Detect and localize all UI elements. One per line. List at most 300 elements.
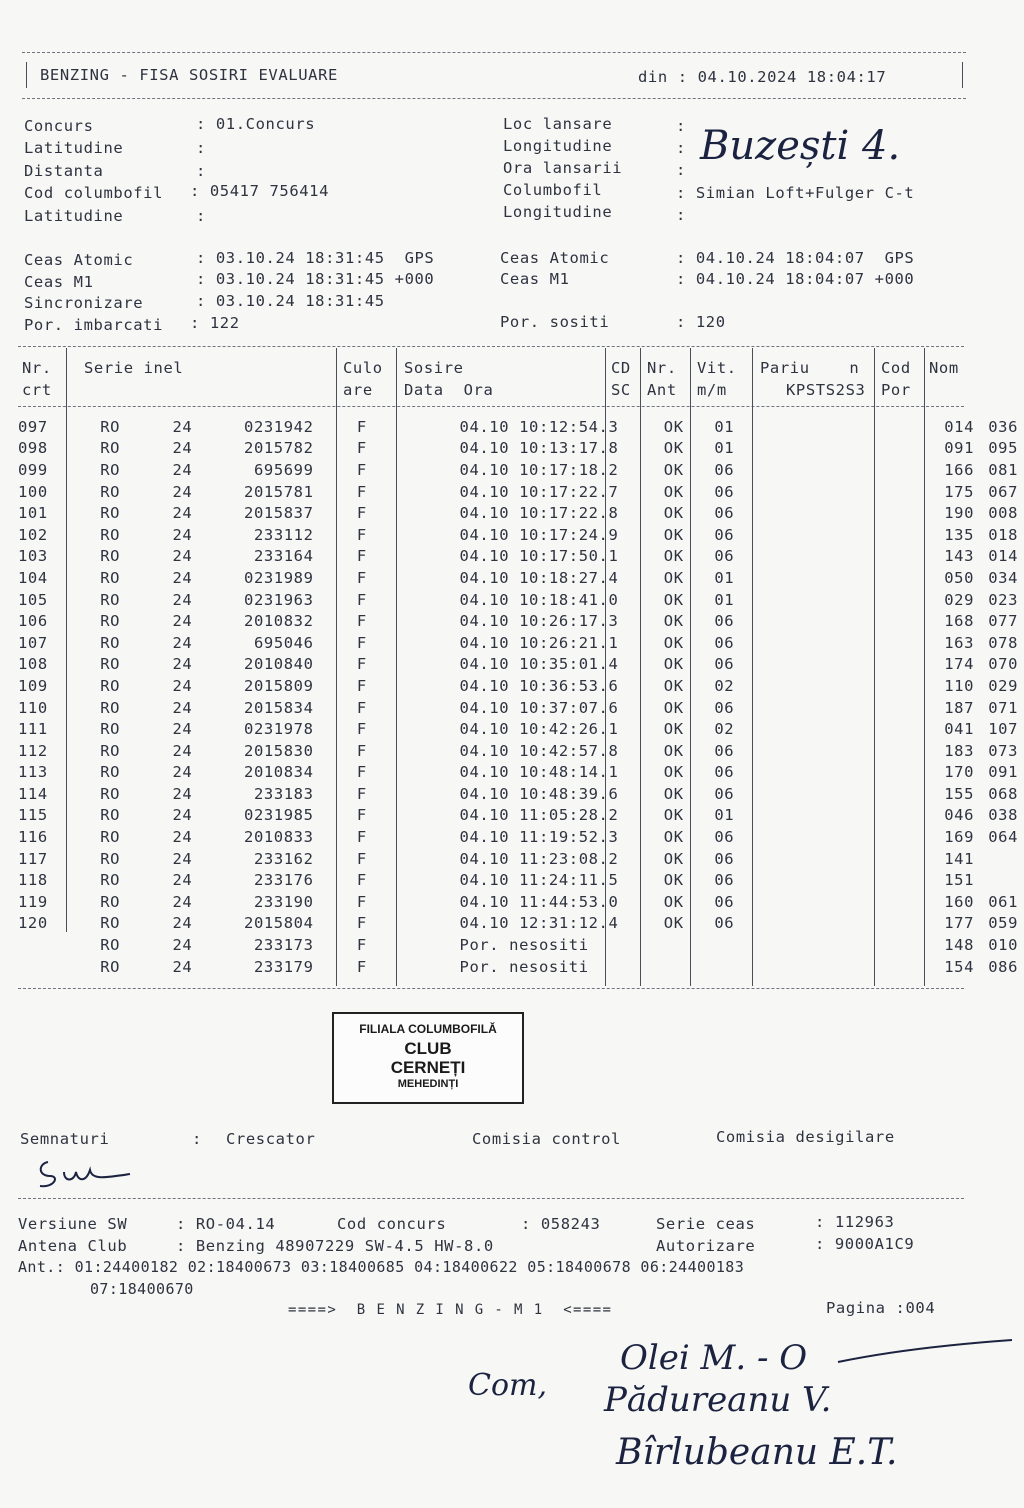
table-row xyxy=(18,459,1024,481)
cell-vit xyxy=(749,416,810,438)
cell-cod: 091 xyxy=(944,439,975,458)
cell-nr xyxy=(18,934,68,956)
cell-nom: 010 xyxy=(988,936,1018,955)
cell-country: RO xyxy=(100,525,121,544)
cell-cod: 110 xyxy=(944,676,975,695)
signature-crescator: Crescator xyxy=(226,1130,316,1148)
cell-nr: 104 xyxy=(18,568,48,587)
handwritten-note: Com, xyxy=(468,1368,547,1403)
signature-comisia-control: Comisia control xyxy=(472,1130,621,1148)
cell-cd: OK xyxy=(663,460,684,479)
col-header-culoare: Culo xyxy=(343,359,383,377)
cell-nom: 078 xyxy=(988,633,1018,652)
cell-nr: 116 xyxy=(18,828,48,847)
col-header-pariu: Pariu n xyxy=(760,359,860,377)
cell-cd: OK xyxy=(663,914,684,933)
cell-ant: 06 xyxy=(714,849,735,868)
cell-nr: 100 xyxy=(18,482,48,501)
cell-nom: 038 xyxy=(988,806,1018,825)
cell-cod: 135 xyxy=(944,525,975,544)
cell-nom: 107 xyxy=(988,720,1018,739)
footer-value: : 9000A1C9 xyxy=(815,1235,915,1253)
antenna-list: 07:18400670 xyxy=(90,1280,194,1298)
cell-nr: 111 xyxy=(18,720,48,739)
table-row xyxy=(18,913,1024,935)
cell-cod: 170 xyxy=(944,763,975,782)
cell-sex: F xyxy=(356,482,367,501)
cell-country: RO xyxy=(100,482,121,501)
cell-sex: F xyxy=(356,590,367,609)
cell-culoare xyxy=(367,805,454,827)
cell-ant: 06 xyxy=(714,612,735,631)
handwritten-note: Olei M. - O xyxy=(620,1338,808,1378)
cell-vit xyxy=(749,740,810,762)
cell-sex: F xyxy=(356,439,367,458)
cell-year: 24 xyxy=(172,741,193,760)
cell-vit xyxy=(749,697,810,719)
cell-sosire: 04.10 10:17:24.9 xyxy=(459,525,619,544)
cell-ring: 2010840 xyxy=(244,655,314,674)
cell-year: 24 xyxy=(172,892,193,911)
cell-culoare xyxy=(367,718,454,740)
cell-cod: 169 xyxy=(944,828,975,847)
cell-country: RO xyxy=(100,936,121,955)
cell-cd: OK xyxy=(663,720,684,739)
cell-pariu xyxy=(810,762,930,784)
info-label: Latitudine xyxy=(24,207,124,225)
cell-vit xyxy=(749,459,810,481)
cell-ant: 01 xyxy=(714,568,735,587)
cell-ant: 06 xyxy=(714,482,735,501)
col-header-cod: Por xyxy=(881,381,911,399)
cell-sosire: Por. nesositi xyxy=(459,957,589,976)
info-label: Ora lansarii xyxy=(503,159,623,177)
cell-nr: 098 xyxy=(18,439,48,458)
cell-nom: 064 xyxy=(988,828,1018,847)
cell-country: RO xyxy=(100,676,121,695)
cell-pariu xyxy=(810,783,930,805)
cell-sosire: 04.10 10:48:14.1 xyxy=(459,763,619,782)
cell-vit xyxy=(749,438,810,460)
cell-year: 24 xyxy=(172,547,193,566)
cell-ring: 233183 xyxy=(253,784,314,803)
cell-cod: 160 xyxy=(944,892,975,911)
cell-country: RO xyxy=(100,914,121,933)
cell-cod: 041 xyxy=(944,720,975,739)
cell-cd: OK xyxy=(663,482,684,501)
stamp-line: CLUB xyxy=(404,1039,452,1058)
arrivals-table xyxy=(18,416,1024,977)
cell-nom xyxy=(980,848,1024,870)
clock-value: : 03.10.24 18:31:45 GPS xyxy=(196,249,435,267)
cell-nr xyxy=(18,956,68,978)
breeder-signature xyxy=(34,1154,144,1194)
cell-nr: 097 xyxy=(18,417,48,436)
col-header-nr: Nr. xyxy=(22,359,52,377)
cell-culoare xyxy=(367,524,454,546)
cell-vit xyxy=(749,567,810,589)
cell-culoare xyxy=(367,869,454,891)
cell-nom xyxy=(980,869,1024,891)
cell-nr: 112 xyxy=(18,741,48,760)
cell-sex: F xyxy=(356,417,367,436)
cell-nr: 114 xyxy=(18,784,48,803)
cell-culoare xyxy=(367,675,454,697)
cell-nom: 077 xyxy=(988,612,1018,631)
cell-ring: 2015837 xyxy=(244,504,314,523)
cell-sex: F xyxy=(356,547,367,566)
cell-culoare xyxy=(367,438,454,460)
cell-cod: 175 xyxy=(944,482,975,501)
table-row xyxy=(18,567,1024,589)
cell-vit xyxy=(749,783,810,805)
cell-ant: 06 xyxy=(714,828,735,847)
cell-cd: OK xyxy=(663,806,684,825)
cell-ant: 06 xyxy=(714,784,735,803)
cell-nom: 018 xyxy=(988,525,1018,544)
cell-cd xyxy=(664,956,700,978)
cell-culoare xyxy=(367,459,454,481)
table-row xyxy=(18,416,1024,438)
cell-nom: 014 xyxy=(988,547,1018,566)
cell-cod: 183 xyxy=(944,741,975,760)
cell-sex: F xyxy=(356,676,367,695)
cell-year: 24 xyxy=(172,633,193,652)
cell-nom: 071 xyxy=(988,698,1018,717)
cell-year: 24 xyxy=(172,590,193,609)
cell-ant: 06 xyxy=(714,914,735,933)
cell-pariu xyxy=(810,740,930,762)
cell-pariu xyxy=(810,913,930,935)
cell-country: RO xyxy=(100,460,121,479)
info-value: : xyxy=(196,162,206,180)
cell-nr: 108 xyxy=(18,655,48,674)
cell-cd: OK xyxy=(663,417,684,436)
cell-pariu xyxy=(810,481,930,503)
cell-culoare xyxy=(367,826,454,848)
clock-value: : 122 xyxy=(190,314,240,332)
cell-culoare xyxy=(367,589,454,611)
cell-sosire: 04.10 12:31:12.4 xyxy=(459,914,619,933)
cell-cod: 168 xyxy=(944,612,975,631)
cell-vit xyxy=(749,546,810,568)
cell-pariu xyxy=(810,438,930,460)
header-bottom-rule xyxy=(22,98,966,99)
cell-cd: OK xyxy=(663,871,684,890)
info-value: : xyxy=(676,161,686,179)
cell-country: RO xyxy=(100,720,121,739)
footer-value: : 058243 xyxy=(521,1215,601,1233)
cell-year: 24 xyxy=(172,417,193,436)
footer-label: Antena Club xyxy=(18,1237,128,1255)
table-row xyxy=(18,546,1024,568)
cell-pariu xyxy=(810,826,930,848)
cell-cd: OK xyxy=(663,741,684,760)
cell-culoare xyxy=(367,848,454,870)
col-header-cod: Cod xyxy=(881,359,911,377)
cell-country: RO xyxy=(100,612,121,631)
cell-pariu xyxy=(810,805,930,827)
cell-ring: 233179 xyxy=(253,957,314,976)
info-label: Longitudine xyxy=(503,137,613,155)
cell-vit xyxy=(749,913,810,935)
cell-vit xyxy=(749,502,810,524)
cell-country: RO xyxy=(100,741,121,760)
footer-label: Cod concurs xyxy=(337,1215,447,1233)
document-title: BENZING - FISA SOSIRI EVALUARE xyxy=(40,66,338,84)
cell-ant: 06 xyxy=(714,763,735,782)
cell-ring: 2015809 xyxy=(244,676,314,695)
col-header-serie: Serie inel xyxy=(84,359,184,377)
cell-pariu xyxy=(810,718,930,740)
cell-sex: F xyxy=(356,871,367,890)
table-row xyxy=(18,891,1024,913)
cell-culoare xyxy=(367,546,454,568)
cell-ring: 0231942 xyxy=(244,417,314,436)
cell-ant: 02 xyxy=(714,676,735,695)
cell-ring: 0231985 xyxy=(244,806,314,825)
header-right-border xyxy=(962,62,963,88)
cell-ant: 06 xyxy=(714,741,735,760)
cell-cod: 141 xyxy=(944,849,975,868)
cell-pariu xyxy=(810,934,930,956)
clock-label: Ceas Atomic xyxy=(500,249,610,267)
cell-ring: 2010833 xyxy=(244,828,314,847)
cell-culoare xyxy=(367,740,454,762)
footer-value: : 112963 xyxy=(815,1213,895,1231)
cell-nom: 091 xyxy=(988,763,1018,782)
cell-nr: 118 xyxy=(18,871,48,890)
table-row xyxy=(18,848,1024,870)
cell-nom: 086 xyxy=(988,957,1018,976)
cell-country: RO xyxy=(100,568,121,587)
cell-cd: OK xyxy=(663,784,684,803)
cell-country: RO xyxy=(100,439,121,458)
cell-sosire: 04.10 10:26:21.1 xyxy=(459,633,619,652)
cell-sosire: 04.10 10:17:22.7 xyxy=(459,482,619,501)
cell-pariu xyxy=(810,891,930,913)
cell-pariu xyxy=(810,589,930,611)
cell-vit xyxy=(749,762,810,784)
cell-nom: 008 xyxy=(988,504,1018,523)
clock-label: Sincronizare xyxy=(24,294,144,312)
info-label: Distanta xyxy=(24,162,104,180)
cell-year: 24 xyxy=(172,849,193,868)
col-header-nrant: Ant xyxy=(647,381,677,399)
cell-vit xyxy=(749,654,810,676)
cell-nom: 081 xyxy=(988,460,1018,479)
cell-cd: OK xyxy=(663,849,684,868)
cell-ring: 695046 xyxy=(253,633,314,652)
table-row xyxy=(18,502,1024,524)
cell-sex: F xyxy=(356,828,367,847)
cell-cd: OK xyxy=(663,892,684,911)
info-value: : 05417 756414 xyxy=(190,182,330,200)
cell-ring: 695699 xyxy=(253,460,314,479)
cell-sosire: 04.10 10:37:07.6 xyxy=(459,698,619,717)
cell-ant: 06 xyxy=(714,655,735,674)
cell-sosire: 04.10 11:05:28.2 xyxy=(459,806,619,825)
cell-cd: OK xyxy=(663,828,684,847)
cell-nr: 107 xyxy=(18,633,48,652)
info-value: : xyxy=(196,207,206,225)
cell-pariu xyxy=(810,675,930,697)
cell-sex: F xyxy=(356,914,367,933)
cell-year: 24 xyxy=(172,439,193,458)
signature-comisia-desigilare: Comisia desigilare xyxy=(716,1128,895,1146)
footer-value: : RO-04.14 xyxy=(176,1215,276,1233)
info-value: : 01.Concurs xyxy=(196,115,316,133)
cell-sex: F xyxy=(356,655,367,674)
cell-nr: 110 xyxy=(18,698,48,717)
cell-ring: 233164 xyxy=(253,547,314,566)
table-row xyxy=(18,826,1024,848)
cell-cod: 014 xyxy=(944,417,975,436)
header-left-border xyxy=(26,62,27,88)
cell-vit xyxy=(749,718,810,740)
cell-nom: 029 xyxy=(988,676,1018,695)
handwritten-location: Buzești 4. xyxy=(700,123,901,169)
cell-cd: OK xyxy=(663,568,684,587)
cell-nr: 105 xyxy=(18,590,48,609)
col-header-pariu: KPSTS2S3 xyxy=(786,381,866,399)
cell-year: 24 xyxy=(172,676,193,695)
table-bottom-rule xyxy=(18,988,964,989)
cell-country: RO xyxy=(100,698,121,717)
cell-vit xyxy=(749,956,810,978)
cell-cd: OK xyxy=(663,612,684,631)
clock-label: Ceas M1 xyxy=(500,270,570,288)
cell-sosire: 04.10 10:17:18.2 xyxy=(459,460,619,479)
signatures-label: Semnaturi xyxy=(20,1130,110,1148)
info-value: : Simian Loft+Fulger C-t xyxy=(676,184,915,202)
clock-label: Por. sositi xyxy=(500,313,610,331)
cell-country: RO xyxy=(100,763,121,782)
col-header-vit: Vit. xyxy=(697,359,737,377)
cell-culoare xyxy=(367,891,454,913)
cell-sosire: 04.10 10:35:01.4 xyxy=(459,655,619,674)
info-value: : xyxy=(196,139,206,157)
cell-nr: 113 xyxy=(18,763,48,782)
table-row xyxy=(18,675,1024,697)
cell-ant: 01 xyxy=(714,590,735,609)
cell-ant: 06 xyxy=(714,871,735,890)
cell-cd: OK xyxy=(663,439,684,458)
cell-nom: 095 xyxy=(988,439,1018,458)
cell-ring: 233190 xyxy=(253,892,314,911)
cell-cod: 029 xyxy=(944,590,975,609)
cell-culoare xyxy=(367,783,454,805)
table-row xyxy=(18,718,1024,740)
cell-vit xyxy=(749,481,810,503)
cell-country: RO xyxy=(100,871,121,890)
info-label: Loc lansare xyxy=(503,115,613,133)
cell-year: 24 xyxy=(172,806,193,825)
clock-label: Ceas Atomic xyxy=(24,251,134,269)
table-top-rule xyxy=(18,346,964,347)
cell-ring: 2015781 xyxy=(244,482,314,501)
cell-nom: 034 xyxy=(988,568,1018,587)
footer-value: : Benzing 48907229 SW-4.5 HW-8.0 xyxy=(176,1237,494,1255)
club-stamp xyxy=(332,1012,524,1104)
cell-cd: OK xyxy=(663,763,684,782)
table-header-rule xyxy=(18,406,964,407)
cell-culoare xyxy=(367,934,454,956)
cell-pariu xyxy=(810,848,930,870)
cell-vit xyxy=(749,589,810,611)
col-header-nr: crt xyxy=(22,381,52,399)
cell-ring: 233176 xyxy=(253,871,314,890)
cell-cod: 143 xyxy=(944,547,975,566)
stamp-line: FILIALA COLUMBOFILĂ xyxy=(359,1022,497,1036)
cell-country: RO xyxy=(100,892,121,911)
cell-sex: F xyxy=(356,568,367,587)
cell-year: 24 xyxy=(172,784,193,803)
cell-ring: 233112 xyxy=(253,525,314,544)
col-header-nrant: Nr. xyxy=(647,359,677,377)
cell-country: RO xyxy=(100,633,121,652)
info-label: Columbofil xyxy=(503,181,603,199)
cell-year: 24 xyxy=(172,525,193,544)
info-value: : xyxy=(676,206,686,224)
cell-year: 24 xyxy=(172,957,193,976)
cell-ring: 0231963 xyxy=(244,590,314,609)
cell-cod: 151 xyxy=(944,871,975,890)
cell-cd xyxy=(664,934,700,956)
col-header-sosire: Data Ora xyxy=(404,381,494,399)
cell-sosire: 04.10 10:12:54.3 xyxy=(459,417,619,436)
footer-label: Versiune SW xyxy=(18,1215,128,1233)
cell-nom: 070 xyxy=(988,655,1018,674)
table-row xyxy=(18,934,1024,956)
cell-nr: 109 xyxy=(18,676,48,695)
cell-sosire: 04.10 10:17:50.1 xyxy=(459,547,619,566)
cell-ring: 2015804 xyxy=(244,914,314,933)
cell-year: 24 xyxy=(172,828,193,847)
cell-year: 24 xyxy=(172,936,193,955)
cell-ant: 06 xyxy=(714,698,735,717)
cell-nom: 061 xyxy=(988,892,1018,911)
cell-cd: OK xyxy=(663,547,684,566)
cell-sosire: 04.10 11:24:11.5 xyxy=(459,871,619,890)
col-header-nom: Nom xyxy=(929,359,959,377)
cell-pariu xyxy=(810,546,930,568)
cell-year: 24 xyxy=(172,871,193,890)
cell-ant xyxy=(700,956,750,978)
cell-ant xyxy=(700,934,750,956)
cell-cod: 148 xyxy=(944,936,975,955)
cell-sosire: 04.10 10:48:39.6 xyxy=(459,784,619,803)
cell-ant: 06 xyxy=(714,547,735,566)
cell-ant: 06 xyxy=(714,460,735,479)
cell-cd: OK xyxy=(663,676,684,695)
info-value: : xyxy=(676,117,686,135)
cell-nr: 106 xyxy=(18,612,48,631)
top-rule xyxy=(22,52,966,53)
cell-country: RO xyxy=(100,547,121,566)
stamp-line: CERNEȚI xyxy=(390,1058,466,1077)
info-label: Latitudine xyxy=(24,139,124,157)
cell-cod: 177 xyxy=(944,914,975,933)
cell-country: RO xyxy=(100,417,121,436)
cell-pariu xyxy=(810,697,930,719)
table-row xyxy=(18,589,1024,611)
table-row xyxy=(18,762,1024,784)
cell-nom: 059 xyxy=(988,914,1018,933)
table-row xyxy=(18,481,1024,503)
cell-year: 24 xyxy=(172,655,193,674)
antenna-list: Ant.: 01:24400182 02:18400673 03:18400685 04:18400622 05:18400678 06:24400183 xyxy=(18,1258,745,1276)
